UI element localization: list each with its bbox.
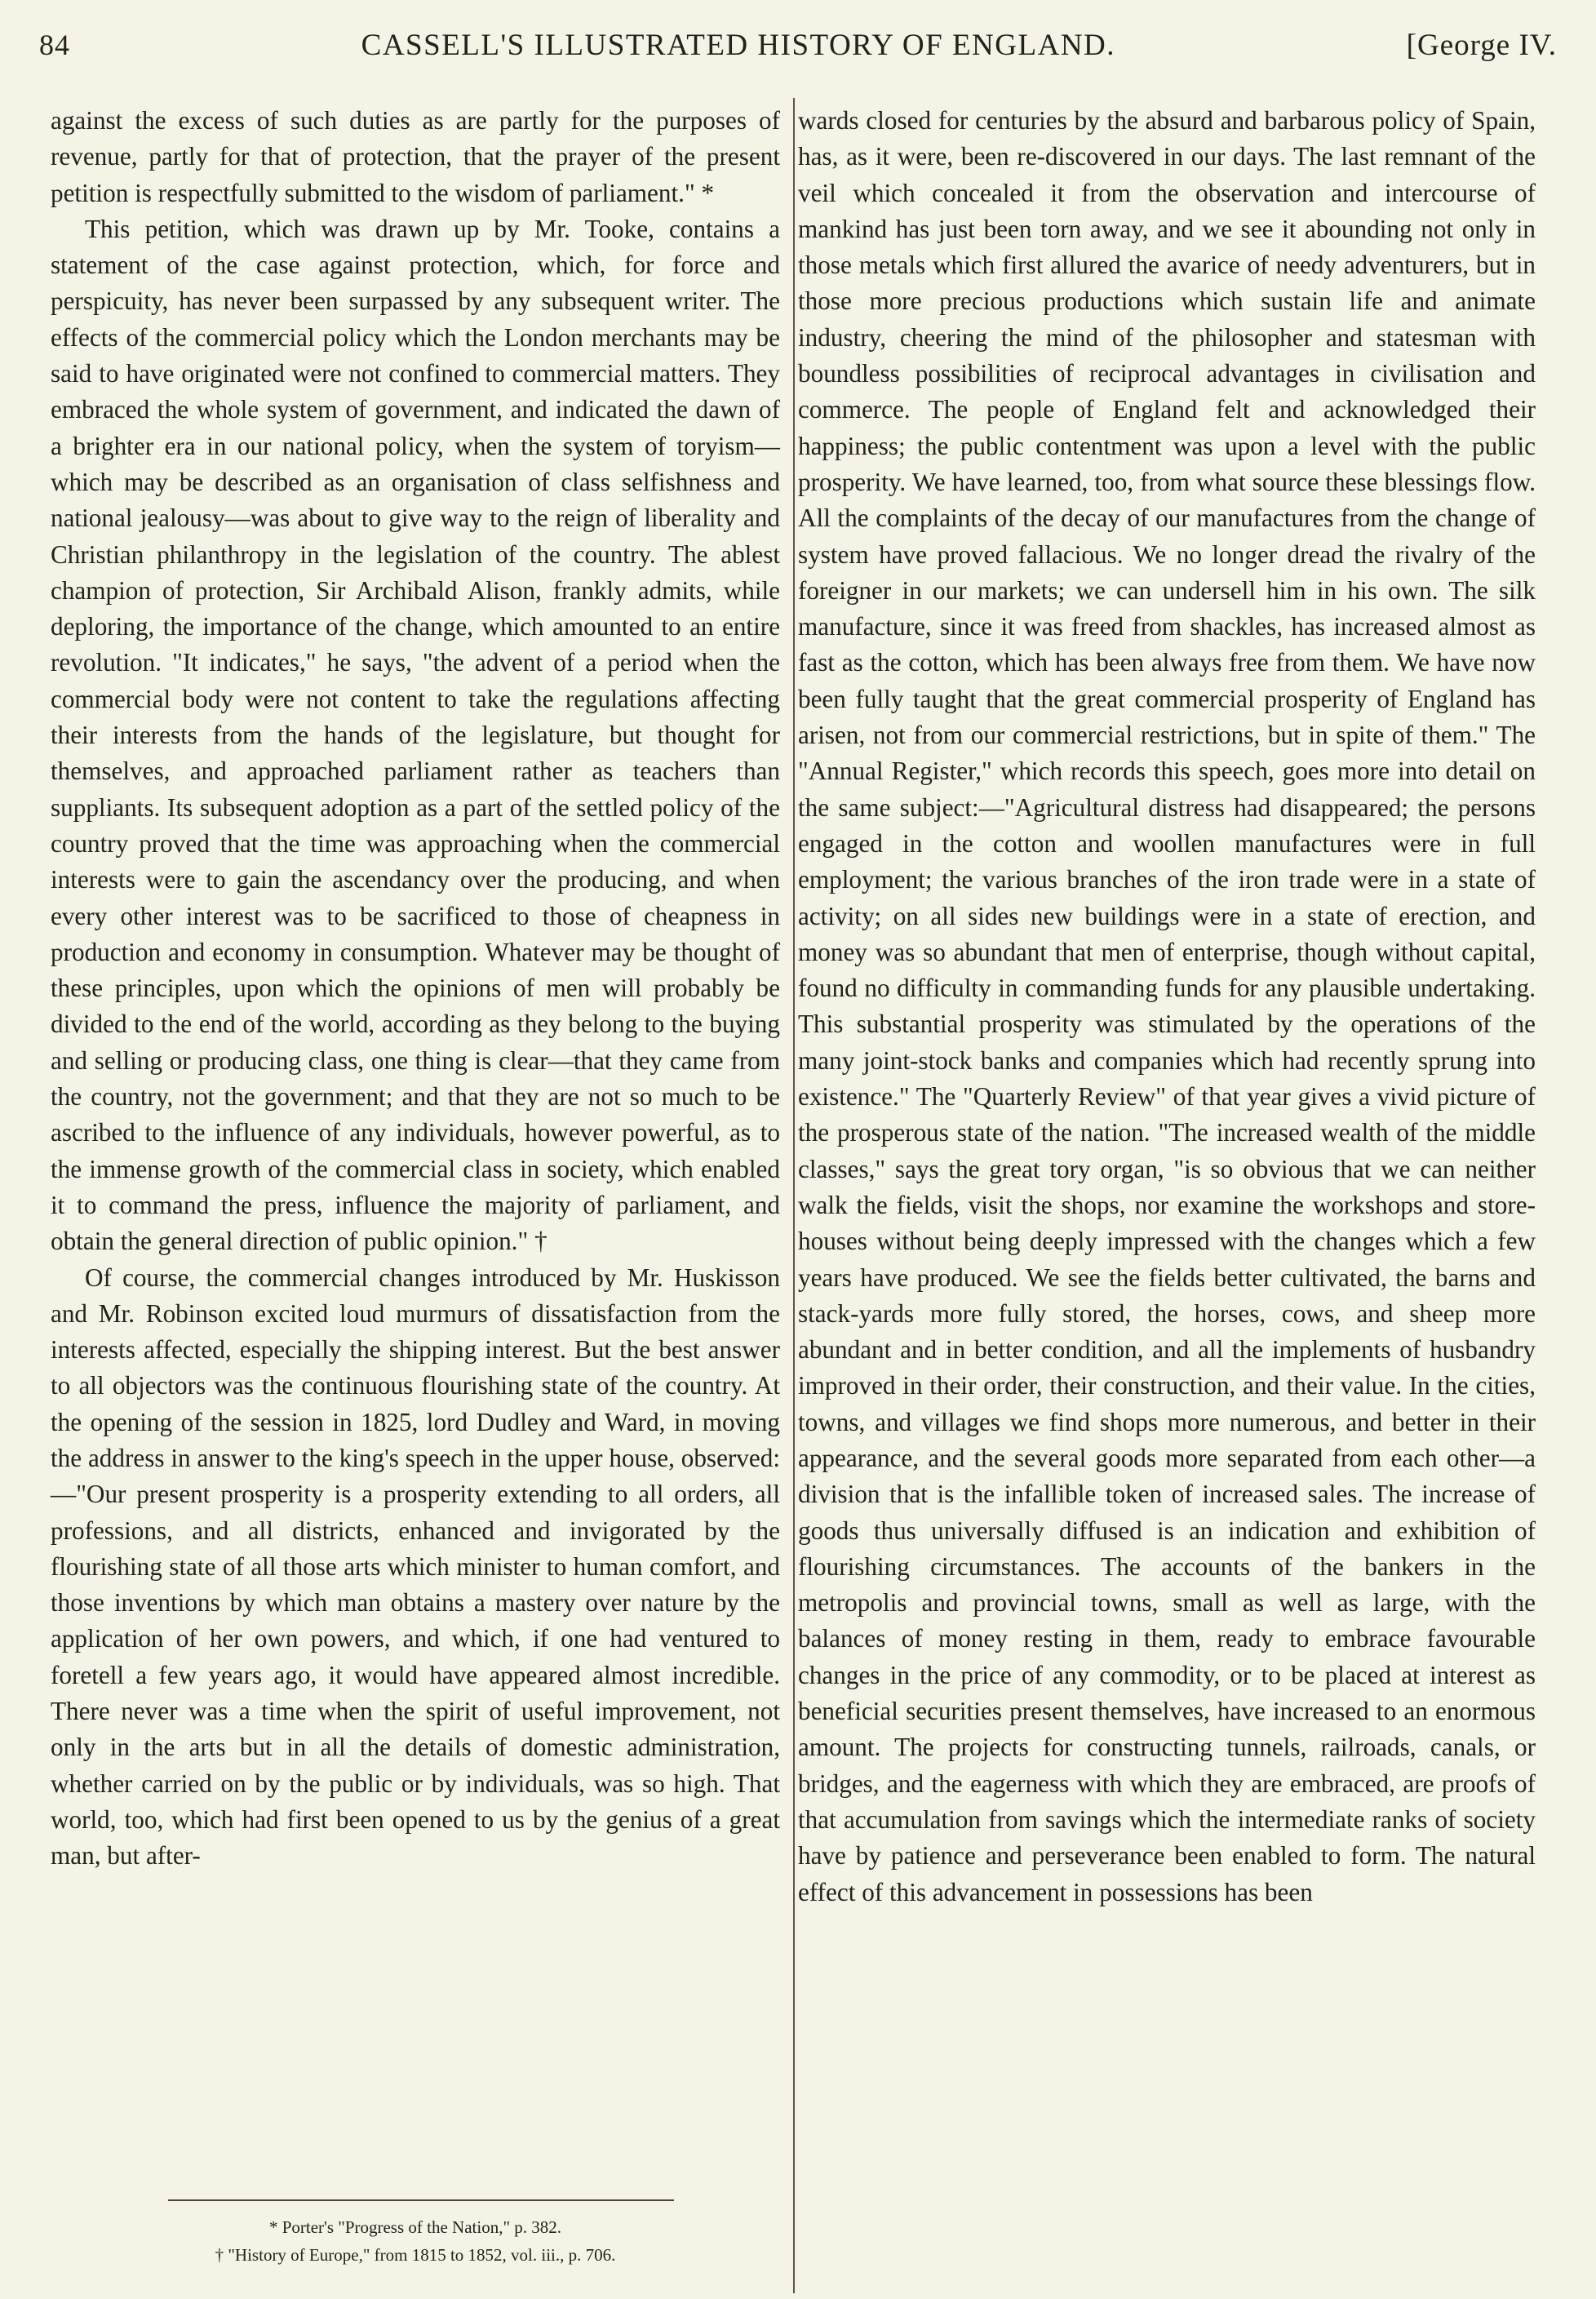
running-title: CASSELL'S ILLUSTRATED HISTORY OF ENGLAND. [361,29,1116,62]
reign-label: [George IV. [1406,29,1557,62]
left-column [51,103,780,1875]
right-column [798,103,1536,1911]
right-paragraph-1: wards closed for centuries by the absurd and barbarous policy of Spain, has, as it were, been re-discovered in our days. The last remnant of the veil which concealed it from the observation and intercourse of mankind has just been torn away, and we see it abounding not only in those metals which first allured the avarice of needy adventurers, but in those more precious productions which sustain life and animate industry, cheering the mind of the philosopher and statesman with boundless possibilities of reciprocal advantages in civilisation and commerce. The people of England felt and acknowledged their happiness; the public contentment was upon a level with the public prosperity. We have learned, too, from what source these blessings flow. All the complaints of the decay of our manufactures from the change of system have proved fallacious. We no longer dread the rivalry of the foreigner in our markets; we can undersell him in his own. The silk manufacture, since it was freed from shackles, has increased almost as fast as the cotton, which has been always free from them. We have now been fully taught that the great commercial prosperity of England has arisen, not from our commercial restrictions, but in spite of them." The "Annual Register," which records this speech, goes more into detail on the same subject:—"Agricultural distress had disappeared; the persons engaged in the cotton and woollen manufactures were in full employment; the various branches of the iron trade were in a state of activity; on all sides new buildings were in a state of erection, and money was so abundant that men of enterprise, though without capital, found no difficulty in commanding funds for any plausible undertaking. This substantial prosperity was stimulated by the operations of the many joint-stock banks and companies which had recently sprung into existence." The "Quarterly Review" of that year gives a vivid picture of the prosperous state of the nation. "The increased wealth of the middle classes," says the great tory organ, "is so obvious that we can neither walk the fields, visit the shops, nor examine the workshops and store-houses without being deeply impressed with the changes which a few years have produced. We see the fields better cultivated, the barns and stack-yards more fully stored, the horses, cows, and sheep more abundant and in better condition, and all the implements of husbandry improved in their order, their construction, and their value. In the cities, towns, and villages we find shops more numerous, and better in their appearance, and the several goods more separated from each other—a division that is the infallible token of increased sales. The increase of goods thus universally diffused is an indication and exhibition of flourishing circumstances. The accounts of the bankers in the metropolis and provincial towns, small as well as large, with the balances of money resting in them, ready to embrace favourable changes in the price of any commodity, or to be placed at interest as beneficial securities present themselves, have increased to an enormous amount. The projects for constructing tunnels, railroads, canals, or bridges, and the eagerness with which they are embraced, are proofs of that accumulation from savings which the intermediate ranks of society have by patience and perseverance been enabled to form. The natural effect of this advancement in possessions has been [798,106,1536,1906]
footnote-2: † "History of Europe," from 1815 to 1852, vol. iii., p. 706. [215,2245,616,2265]
column-divider [793,98,795,2293]
footnote-rule [168,2199,674,2201]
page-number: 84 [39,29,70,61]
footnotes [51,2213,780,2269]
footnote-1: * Porter's "Progress of the Nation," p. 382. [268,2217,562,2237]
running-header [39,28,1557,77]
left-paragraph-1: against the excess of such duties as are partly for the purposes of revenue, partly for that of protection, that the prayer of the present petition is respectfully submitted to the wisdom of parliament." * [51,106,780,207]
left-paragraph-3: Of course, the commercial changes introduced by Mr. Huskisson and Mr. Robinson excited loud murmurs of dissatisfaction from the interests affected, especially the shipping interest. But the best answer to all objectors was the continuous flourishing state of the country. At the opening of the session in 1825, lord Dudley and Ward, in moving the address in answer to the king's speech in the upper house, observed:—"Our present prosperity is a prosperity extending to all orders, all professions, and all districts, enhanced and invigorated by the flourishing state of all those arts which minister to human comfort, and those inventions by which man obtains a mastery over nature by the application of her own powers, and which, if one had ventured to foretell a few years ago, it would have appeared almost incredible. There never was a time when the spirit of useful improvement, not only in the arts but in all the details of domestic administration, whether carried on by the public or by individuals, was so high. That world, too, which had first been opened to us by the genius of a great man, but after- [51,1263,780,1871]
left-paragraph-2: This petition, which was drawn up by Mr. Tooke, contains a statement of the case against protection, which, for force and perspicuity, has never been surpassed by any subsequent writer. The effects of the commercial policy which the London merchants may be said to have originated were not confined to commercial matters. They embraced the whole system of government, and indicated the dawn of a brighter era in our national policy, when the system of toryism—which may be described as an organisation of class selfishness and national jealousy—was about to give way to the reign of liberality and Christian philanthropy in the legislation of the country. The ablest champion of protection, Sir Archibald Alison, frankly admits, while deploring, the importance of the change, which amounted to an entire revolution. "It indicates," he says, "the advent of a period when the commercial body were not content to take the regulations affecting their interests from the hands of the legislature, but thought for themselves, and approached parliament rather as teachers than suppliants. Its subsequent adoption as a part of the settled policy of the country proved that the time was approaching when the commercial interests were to gain the ascendancy over the producing, and when every other interest was to be sacrificed to those of cheapness in production and economy in consumption. Whatever may be thought of these principles, upon which the opinions of men will probably be divided to the end of the world, according as they belong to the buying and selling or producing class, one thing is clear—that they came from the country, not the government; and that they are not so much to be ascribed to the influence of any individuals, however powerful, as to the immense growth of the commercial class in society, which enabled it to command the press, influence the majority of parliament, and obtain the general direction of public opinion." † [51,214,780,1256]
